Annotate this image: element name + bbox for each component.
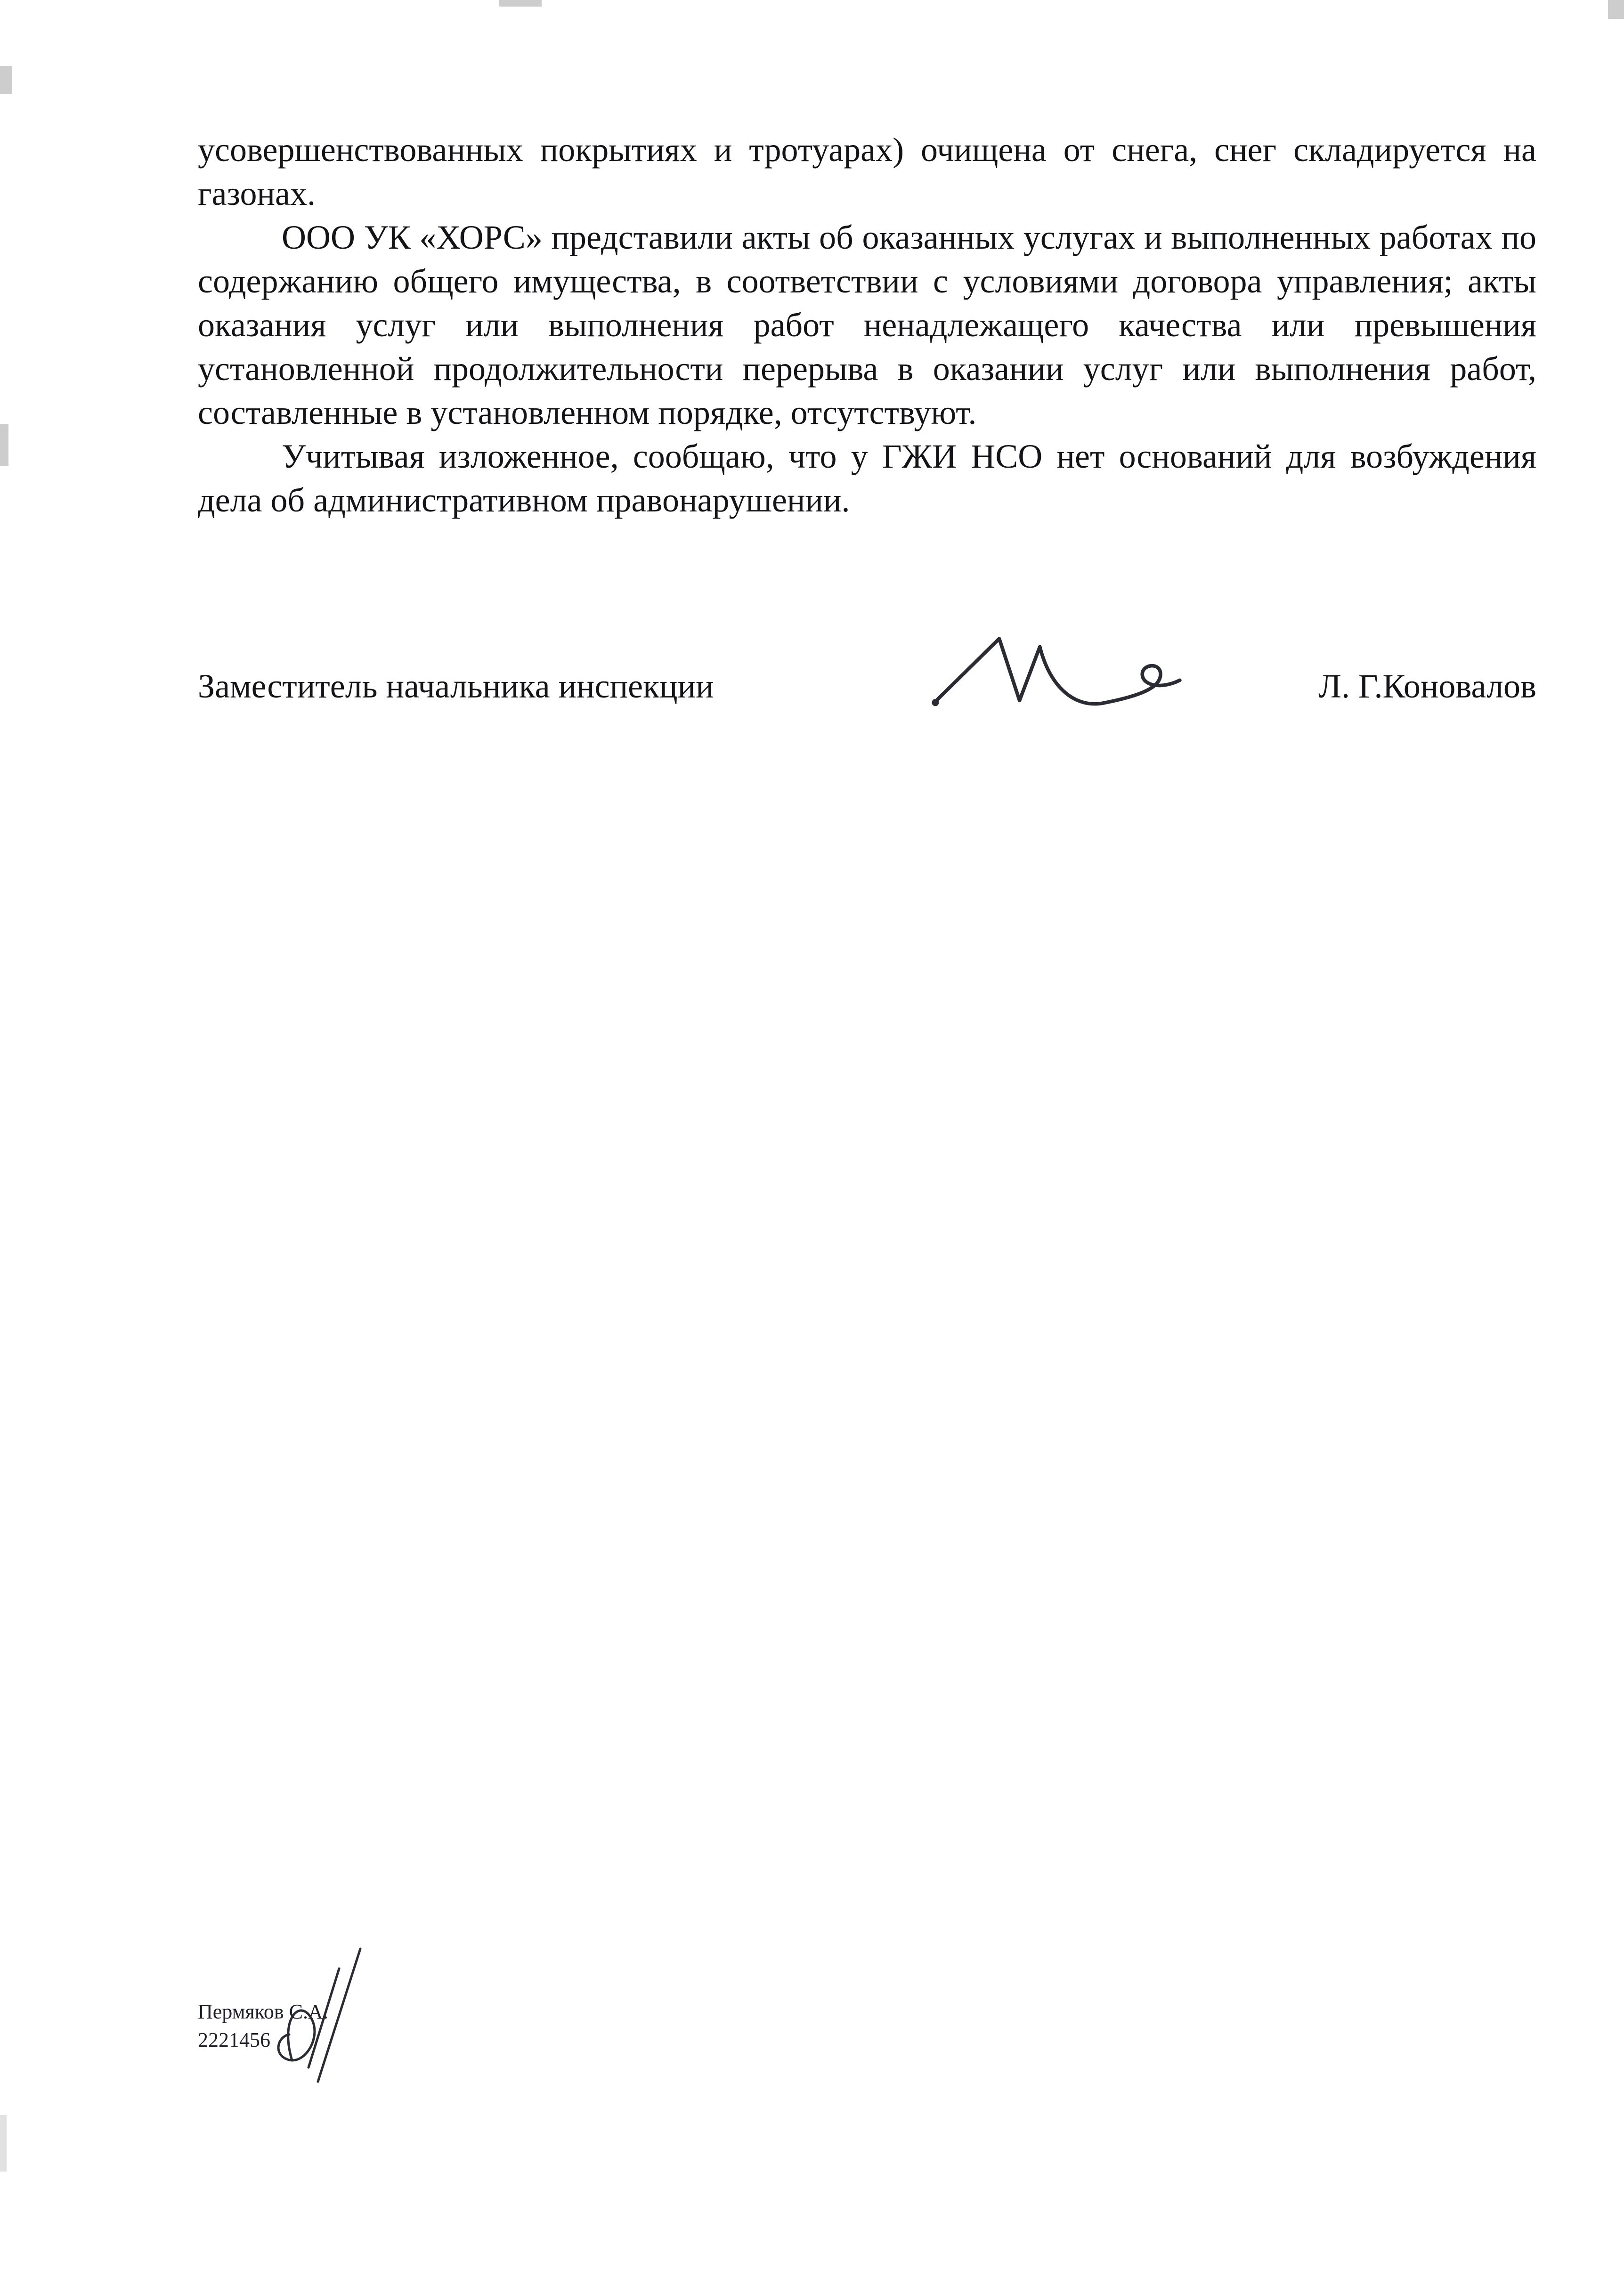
signer-name: Л. Г.Коновалов	[1318, 667, 1536, 705]
handwritten-signature	[923, 622, 1187, 721]
executor-footer	[198, 1998, 328, 2054]
letter-body	[198, 128, 1536, 522]
scan-artifact	[0, 2115, 7, 2172]
scan-artifact	[499, 0, 542, 7]
signer-position-title: Заместитель начальника инспекции	[198, 667, 714, 705]
paragraph-continued: усовершенствованных покрытиях и тротуарах) очищена от снега, снег складируется на газонах.	[198, 131, 1536, 212]
executor-phone: 2221456	[198, 2028, 270, 2051]
signature-strokes	[923, 622, 1187, 721]
scan-artifact	[1608, 0, 1624, 19]
scan-artifact	[0, 424, 8, 466]
signature-block	[198, 654, 1536, 748]
scan-artifact	[0, 66, 12, 94]
executor-name: Пермяков С.А.	[198, 2000, 328, 2023]
paragraph-conclusion: Учитывая изложенное, сообщаю, что у ГЖИ НСО нет оснований для возбуждения дела об административном правонарушении.	[198, 438, 1536, 519]
paragraph-acts: ООО УК «ХОРС» представили акты об оказанных услугах и выполненных работах по содержанию общего имущества, в соответствии с условиями договора управления; акты оказания услуг или выполнения работ ненадлежащего качества или превышения установленной продолжительности перерыва в оказании услуг или выполнения работ, составленные в установленном порядке, отсутствуют.	[198, 219, 1536, 431]
